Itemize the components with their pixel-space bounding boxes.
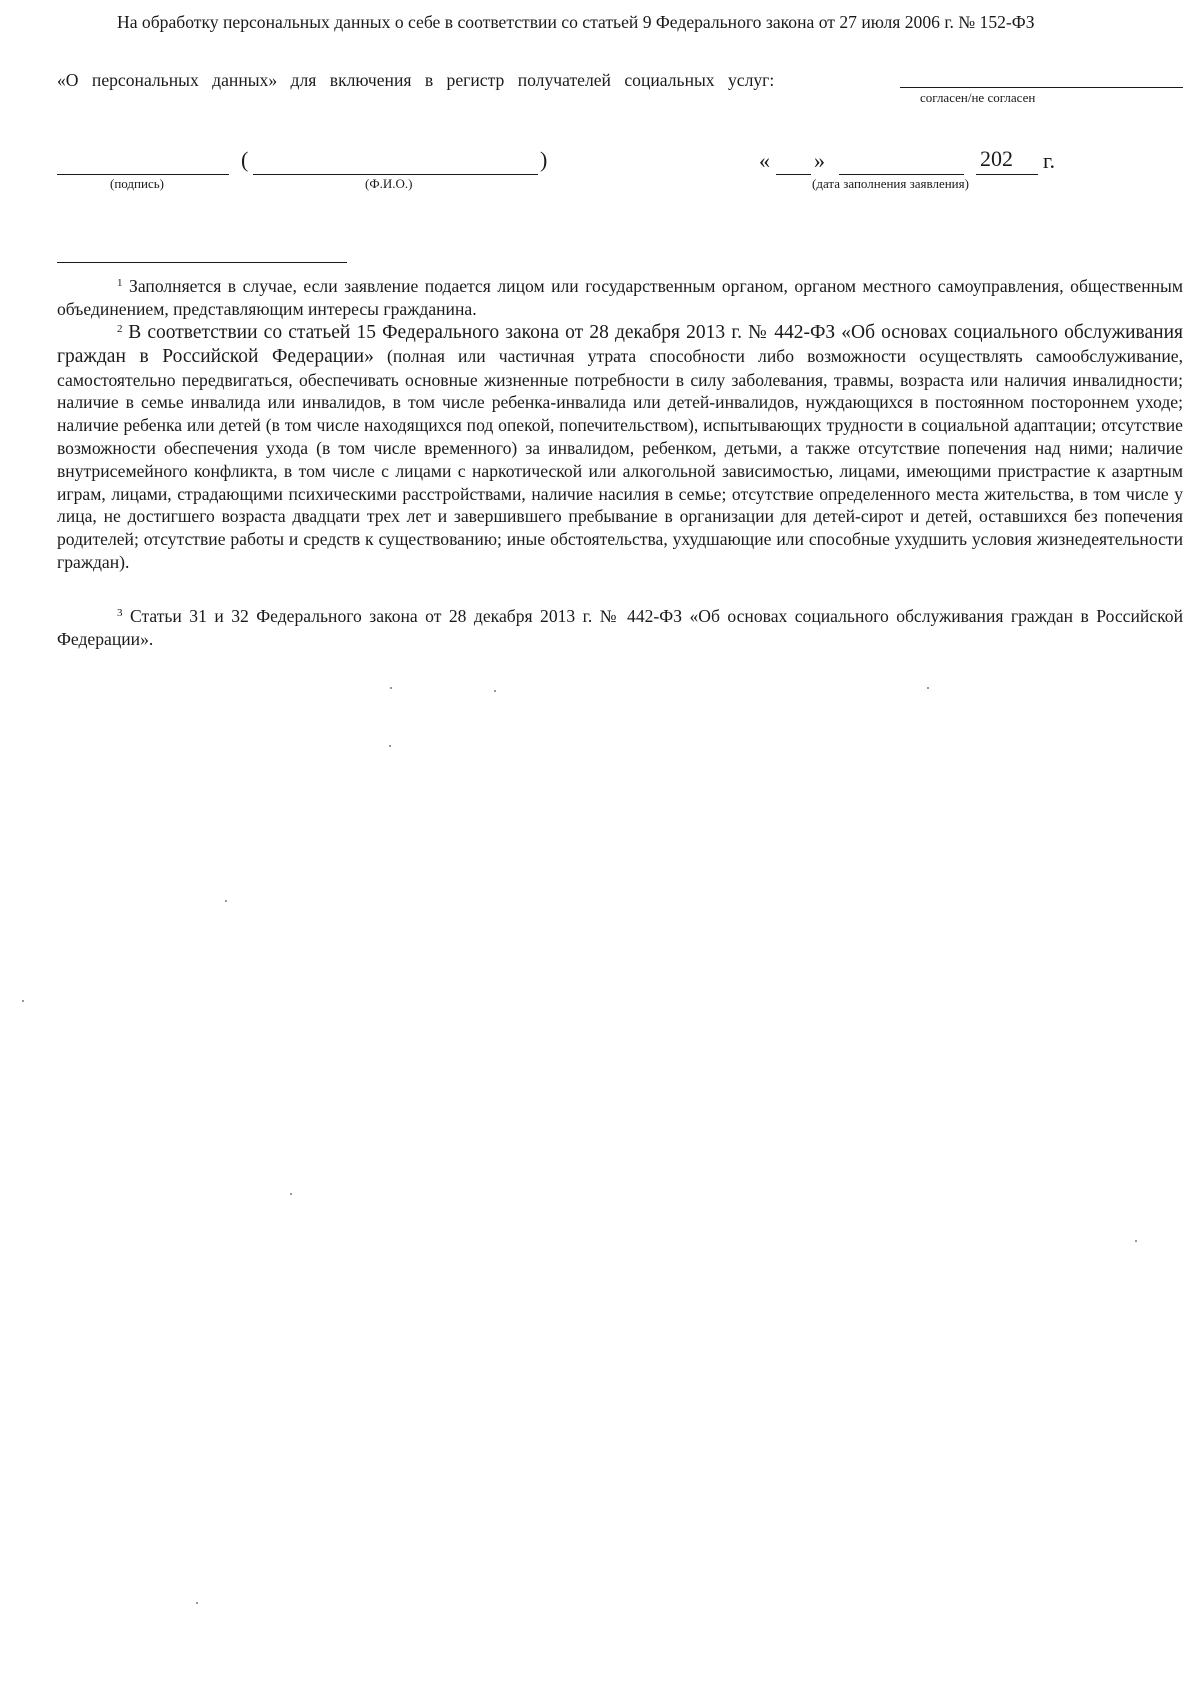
scan-speck — [927, 687, 929, 689]
scan-speck — [225, 900, 227, 902]
consent-text-line-2 — [57, 69, 774, 91]
date-year-field[interactable] — [976, 150, 1038, 175]
date-year-suffix: г. — [1043, 148, 1056, 173]
date-day-field[interactable] — [776, 150, 811, 175]
signature-caption: (подпись) — [110, 176, 164, 191]
signature-field[interactable] — [57, 150, 229, 175]
date-month-field[interactable] — [839, 150, 964, 175]
date-year-prefix: 202 — [980, 146, 1013, 171]
footnote-2-number: 2 — [117, 323, 123, 335]
footnote-1-text: Заполняется в случае, если заявление подается лицом или государственным органом, органом местного самоуправления, общественным объединением, представляющим интересы гражданина. — [57, 276, 1183, 319]
full-name-caption: (Ф.И.О.) — [365, 176, 413, 191]
consent-text-line-1: На обработку персональных данных о себе в соответствии со статьей 9 Федерального закона от 27 июля 2006 г. № 152-ФЗ — [117, 12, 1035, 32]
footnote-1-number: 1 — [117, 277, 123, 289]
date-quote-open: « — [759, 148, 770, 173]
scan-speck — [196, 1602, 198, 1604]
footnote-2-text: (полная или частичная утрата способности либо возможности осуществлять самообслуживание, самостоятельно передвигаться, обеспечивать основные жизненные потребности в силу заболевания, травмы, возраста или наличия инвалидности; наличие в семье инвалида или инвалидов, в том числе ребенка-инвалида или детей-инвалидов, нуждающихся в постоянном постороннем уходе; наличие ребенка или детей (в том числе находящихся под опекой, попечительством), испытывающих трудности в социальной адаптации; отсутствие возможности обеспечения ухода (в том числе временного) за инвалидом, ребенком, детьми, а также отсутствие попечения над ними; наличие внутрисемейного конфликта, в том числе с лицами с наркотической или алкогольной зависимостью, лицами, имеющими пристрастие к азартным играм, лицами, страдающими психическими расстройствами, наличие насилия в семье; отсутствие определенного места жительства, в том числе у лица, не достигшего возраста двадцати трех лет и завершившего пребывание в организации для детей-сирот и детей, оставшихся без попечения родителей; отсутствие работы и средств к существованию; иные обстоятельства, ухудшающие или способные ухудшить условия жизнедеятельности граждан). — [57, 345, 1183, 572]
footnote-2 — [57, 321, 1183, 574]
scan-speck — [389, 745, 391, 747]
footnote-separator — [57, 262, 347, 263]
full-name-field[interactable] — [253, 150, 538, 175]
scan-speck — [290, 1193, 292, 1195]
scan-speck — [1135, 1240, 1137, 1242]
name-open-paren: ( — [241, 147, 249, 172]
name-close-paren: ) — [540, 147, 548, 172]
footnote-3-text: Статьи 31 и 32 Федерального закона от 28 декабря 2013 г. № 442-ФЗ «Об основах социального обслуживания граждан в Российской Федерации». — [57, 606, 1183, 649]
consent-answer-caption: согласен/не согласен — [920, 90, 1036, 105]
footnote-3 — [57, 605, 1183, 651]
consent-text-line-2-body: «О персональных данных» для включения в регистр получателей социальных услуг: — [57, 70, 775, 90]
scan-speck — [494, 690, 496, 692]
consent-answer-field[interactable] — [900, 67, 1183, 88]
date-quote-close: » — [814, 148, 825, 173]
footnote-3-number: 3 — [117, 607, 123, 619]
footnote-1 — [57, 275, 1183, 321]
scan-speck — [390, 687, 392, 689]
date-caption: (дата заполнения заявления) — [812, 176, 969, 191]
footnote-2-lead: В соответствии со статьей 15 Федерального закона от 28 декабря 2013 г. № 442-ФЗ «Об основах социального обслуживания граждан в Российской Федерации» — [57, 322, 1183, 367]
scan-speck — [22, 1000, 24, 1002]
